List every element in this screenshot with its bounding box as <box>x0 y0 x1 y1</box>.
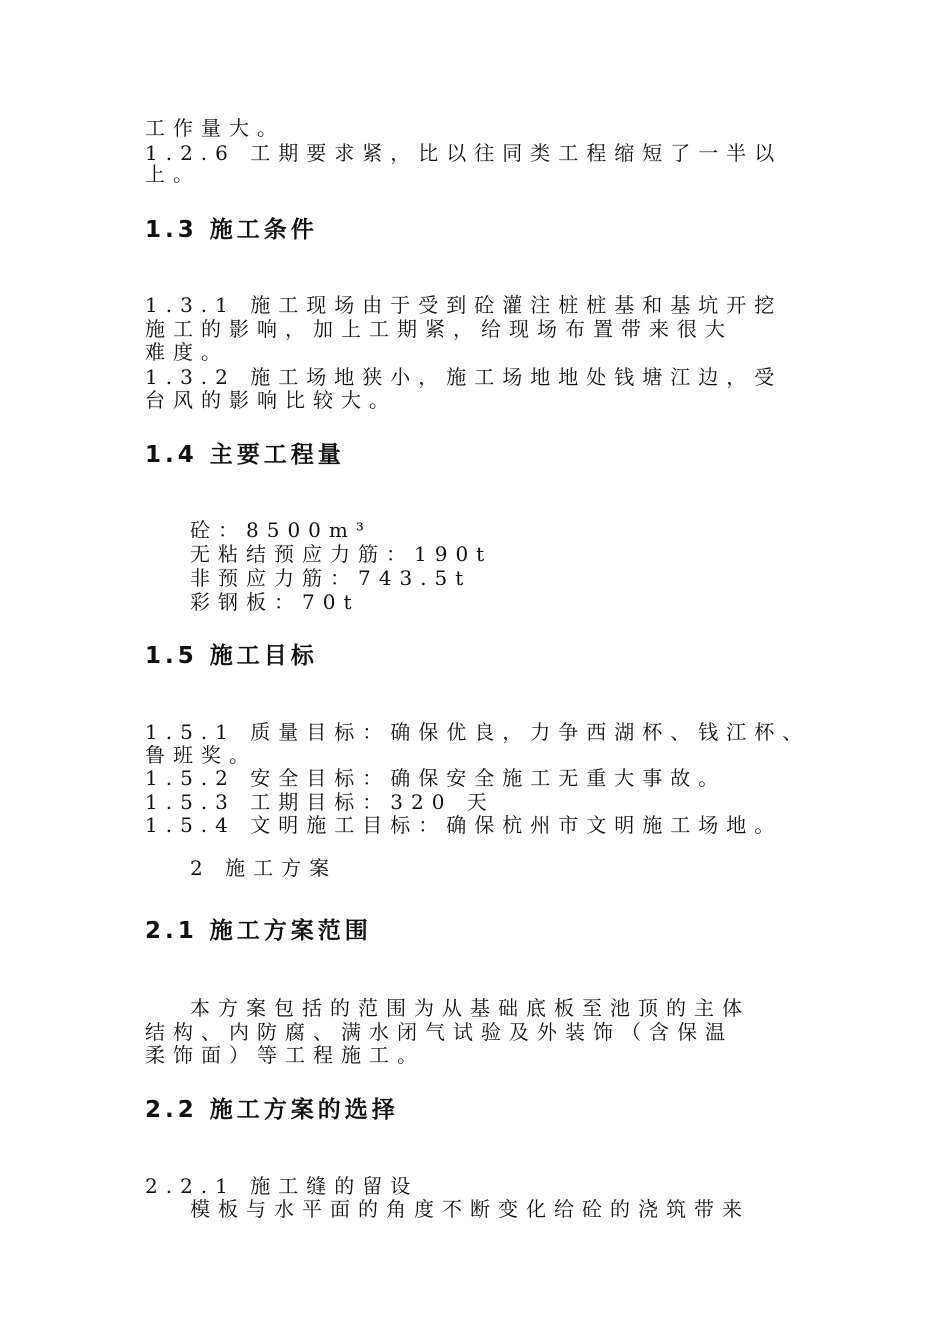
paragraph-line: 本方案包括的范围为从基础底板至池顶的主体 <box>190 996 750 1020</box>
paragraph-line: 模板与水平面的角度不断变化给砼的浇筑带来 <box>190 1197 750 1221</box>
paragraph-line: 上。 <box>145 162 201 186</box>
quantity-item: 非预应力筋：743.5t <box>190 566 472 590</box>
paragraph-line: 1.5.4 文明施工目标：确保杭州市文明施工场地。 <box>145 813 783 837</box>
paragraph-line: 施工的影响，加上工期紧，给现场布置带来很大 <box>145 317 733 341</box>
paragraph-line: 1.5.2 安全目标：确保安全施工无重大事故。 <box>145 766 727 790</box>
paragraph-line: 2.2.1 施工缝的留设 <box>145 1174 419 1198</box>
paragraph-line: 1.3.2 施工场地狭小，施工场地地处钱塘江边，受 <box>145 365 783 389</box>
paragraph-line: 工作量大。 <box>145 116 285 140</box>
quantity-item: 彩钢板：70t <box>190 590 360 614</box>
quantity-item: 无粘结预应力筋：190t <box>190 542 493 566</box>
paragraph-line: 1.5.3 工期目标：320 天 <box>145 790 495 814</box>
section-heading: 2.2 施工方案的选择 <box>145 1097 399 1123</box>
paragraph-line: 1.3.1 施工现场由于受到砼灌注桩桩基和基坑开挖 <box>145 293 783 317</box>
section-heading: 1.5 施工目标 <box>145 643 318 669</box>
paragraph-line: 1.2.6 工期要求紧，比以往同类工程缩短了一半以 <box>145 141 783 165</box>
paragraph-line: 鲁班奖。 <box>145 743 257 767</box>
paragraph-line: 柔饰面）等工程施工。 <box>145 1043 425 1067</box>
section-heading: 2.1 施工方案范围 <box>145 918 372 944</box>
paragraph-line: 台风的影响比较大。 <box>145 388 397 412</box>
section-heading: 1.3 施工条件 <box>145 217 318 243</box>
section-heading: 1.4 主要工程量 <box>145 442 345 468</box>
paragraph-line: 难度。 <box>145 340 229 364</box>
chapter-heading: 2 施工方案 <box>190 856 338 880</box>
paragraph-line: 结构、内防腐、满水闭气试验及外装饰（含保温 <box>145 1020 733 1044</box>
paragraph-line: 1.5.1 质量目标：确保优良，力争西湖杯、钱江杯、 <box>145 720 811 744</box>
quantity-item: 砼：8500m³ <box>190 518 372 542</box>
